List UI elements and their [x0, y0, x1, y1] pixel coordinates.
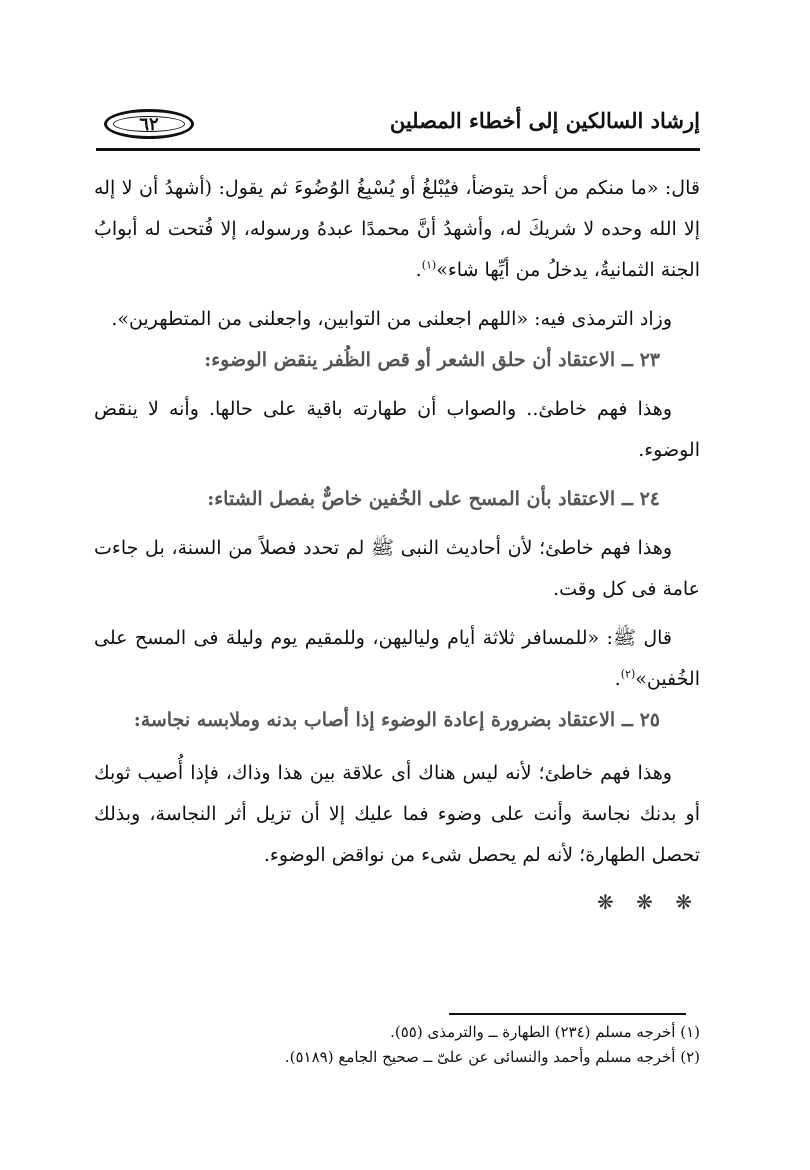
paragraph-23: وهذا فهم خاطئ.. والصواب أن طهارته باقية على حالها. وأنه لا ينقض الوضوء.	[94, 398, 700, 461]
page-body	[94, 168, 700, 914]
running-title: إرشاد السالكين إلى أخطاء المصلين	[389, 108, 700, 133]
separator-ornament-icon: ❋	[636, 890, 659, 914]
heading-23: ٢٣ ــ الاعتقاد أن حلق الشعر أو قص الظُفر ينقض الوضوء:	[204, 349, 660, 371]
paragraph-hadith-khuff	[94, 618, 700, 700]
footnote-1: (١) أخرجه مسلم (٢٣٤) الطهارة ــ والترمذى (٥٥).	[390, 1023, 700, 1041]
footnote-ref-2: (٢)	[620, 667, 636, 681]
separator-ornament-icon: ❋	[675, 890, 698, 914]
paragraph-hadith	[94, 168, 700, 291]
footnotes	[94, 1020, 700, 1070]
paragraph-hadith-khuff-text: قال ﷺ: «للمسافر ثلاثة أيام ولياليهن، وللمقيم يوم وليلة فى المسح على الخُفين»	[94, 627, 700, 690]
paragraph-tirmidhi: وزاد الترمذى فيه: «اللهم اجعلنى من التوابين، واجعلنى من المتطهرين».	[111, 308, 672, 330]
paragraph-hadith-khuff-end: .	[614, 668, 621, 690]
page-number-badge	[104, 109, 194, 139]
separator-ornament-icon: ❋	[596, 890, 620, 914]
footnote-2: (٢) أخرجه مسلم وأحمد والنسائى عن علىّ ــ صحيح الجامع (٥١٨٩).	[284, 1048, 700, 1066]
page-header	[96, 98, 700, 156]
header-rule	[96, 148, 700, 151]
page-number: ٦٢	[139, 113, 159, 135]
footnote-ref-1: (١)	[421, 258, 437, 272]
heading-24: ٢٤ ــ الاعتقاد بأن المسح على الخُفين خاصٌّ بفصل الشتاء:	[207, 488, 660, 510]
paragraph-hadith-text: قال: «ما منكم من أحد يتوضأ، فيُبْلغُ أو يُسْبِغُ الوُضُوءَ ثم يقول: (أشهدُ أن لا إله إلا الله وحده لا شريكَ له، وأشهدُ أنَّ محمدًا عبدهُ ورسوله، إلا فُتحت له أبوابُ الجنة الثمانيةُ، يدخلُ من أيِّها شاء»	[94, 177, 700, 281]
paragraph-24: وهذا فهم خاطئ؛ لأن أحاديث النبى ﷺ لم تحدد فصلاً من السنة، بل جاءت عامة فى كل وقت.	[94, 537, 700, 600]
paragraph-hadith-end: .	[415, 259, 422, 281]
heading-25: ٢٥ ــ الاعتقاد بضرورة إعادة الوضوء إذا أصاب بدنه وملابسه نجاسة:	[133, 709, 660, 731]
section-separator	[94, 890, 700, 914]
footnote-rule	[449, 1013, 686, 1015]
paragraph-25: وهذا فهم خاطئ؛ لأنه ليس هناك أى علاقة بين هذا وذاك، فإذا أُصيب ثوبك أو بدنك نجاسة وأنت على وضوء فما عليك إلا أن تزيل أثر النجاسة، وبذلك تحصل الطهارة؛ لأنه لم يحصل شىء من نواقض الوضوء.	[94, 762, 700, 866]
